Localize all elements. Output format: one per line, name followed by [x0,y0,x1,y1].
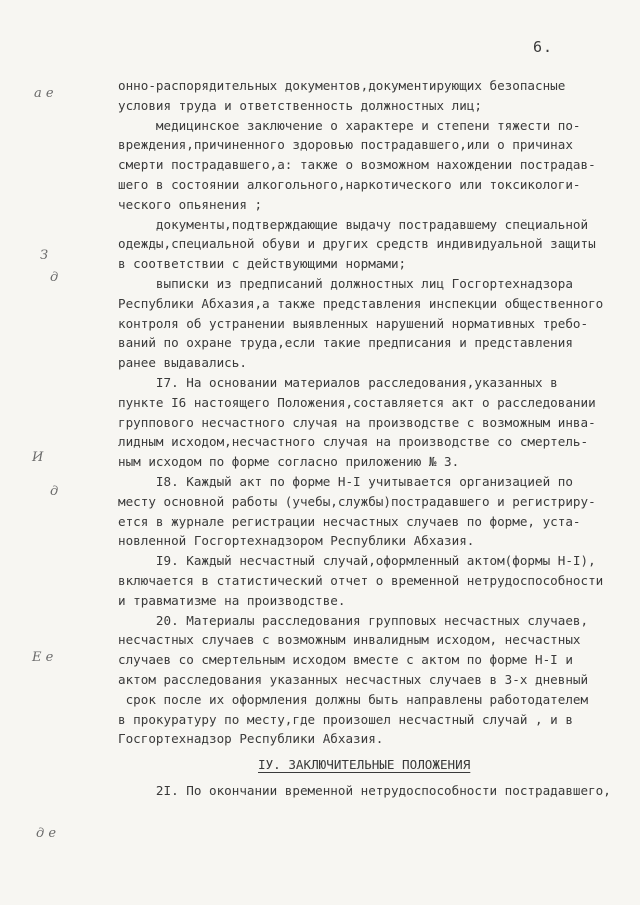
text-line: срок после их оформления должны быть направлены работодателем [118,691,589,707]
text-line: I9. Каждый несчастный случай,оформленный актом(формы Н-I), [118,553,596,569]
text-line: и травматизме на производстве. [118,592,346,608]
text-line: ным исходом по форме согласно приложению № 3. [118,454,460,470]
margin-mark: д е [36,826,57,841]
text-line: в соответствии с действующими нормами; [118,256,407,272]
text-line: ваний по охране труда,если такие предписания и представления [118,335,573,351]
page-number: 6. [533,38,554,56]
text-line: условия труда и ответственность должностных лиц; [118,97,482,113]
text-line: месту основной работы (учебы,службы)пострадавшего и регистриру- [118,493,596,509]
text-line: I7. На основании материалов расследования,указанных в [118,374,558,390]
text-line: одежды,специальной обуви и других средств индивидуальной защиты [118,236,596,252]
margin-mark: д [50,270,59,285]
text-line: выписки из предписаний должностных лиц Госгортехнадзора [118,275,573,291]
margin-mark: З [40,248,49,263]
section-heading-text: ІУ. ЗАКЛЮЧИТЕЛЬНЫЕ ПОЛОЖЕНИЯ [258,757,471,773]
text-line: Республики Абхазия,а также представления инспекции общественного [118,295,604,311]
text-line: лидным исходом,несчастного случая на производстве со смертель- [118,434,589,450]
margin-mark: д [50,484,59,499]
text-line: новленной Госгортехнадзором Республики Абхазия. [118,533,475,549]
text-line: вреждения,причиненного здоровью пострадавшего,или о причинах [118,137,573,153]
margin-mark: а е [34,86,54,101]
text-line: I8. Каждый акт по форме Н-I учитывается организацией по [118,473,573,489]
text-line: включается в статистический отчет о временной нетрудоспособности [118,572,604,588]
text-line: онно-распорядительных документов,документирующих безопасные [118,78,566,93]
text-line: случаев со смертельным исходом вместе с актом по форме Н-I и [118,652,573,668]
text-line: актом расследования указанных несчастных случаев в 3-х дневный [118,671,589,687]
text-line: в прокуратуру по месту,где произошел несчастный случай , и в [118,711,573,727]
text-line: документы,подтверждающие выдачу пострадавшему специальной [118,216,589,232]
text-line: ческого опьянения ; [118,196,263,212]
text-line: медицинское заключение о характере и степени тяжести по- [118,117,581,133]
text-line: контроля об устранении выявленных нарушений нормативных требо- [118,315,589,331]
text-line: ется в журнале регистрации несчастных случаев по форме, уста- [118,513,581,529]
document-body [118,76,618,801]
text-line: Госгортехнадзор Республики Абхазия. [118,731,384,747]
text-line: ранее выдавались. [118,355,247,371]
text-line: пункте I6 настоящего Положения,составляется акт о расследовании [118,394,596,410]
text-line: 2I. По окончании временной нетрудоспособности пострадавшего, [118,782,611,798]
text-line: смерти пострадавшего,а: также о возможном нахождении пострадав- [118,157,596,173]
margin-mark: И [32,450,44,465]
section-heading [118,755,618,775]
text-line: шего в состоянии алкогольного,наркотического или токсикологи- [118,176,581,192]
margin-mark: Е е [32,650,54,665]
text-line: несчастных случаев с возможным инвалидным исходом, несчастных [118,632,581,648]
text-line: группового несчастного случая на производстве с возможным инва- [118,414,596,430]
text-line: 20. Материалы расследования групповых несчастных случаев, [118,612,589,628]
